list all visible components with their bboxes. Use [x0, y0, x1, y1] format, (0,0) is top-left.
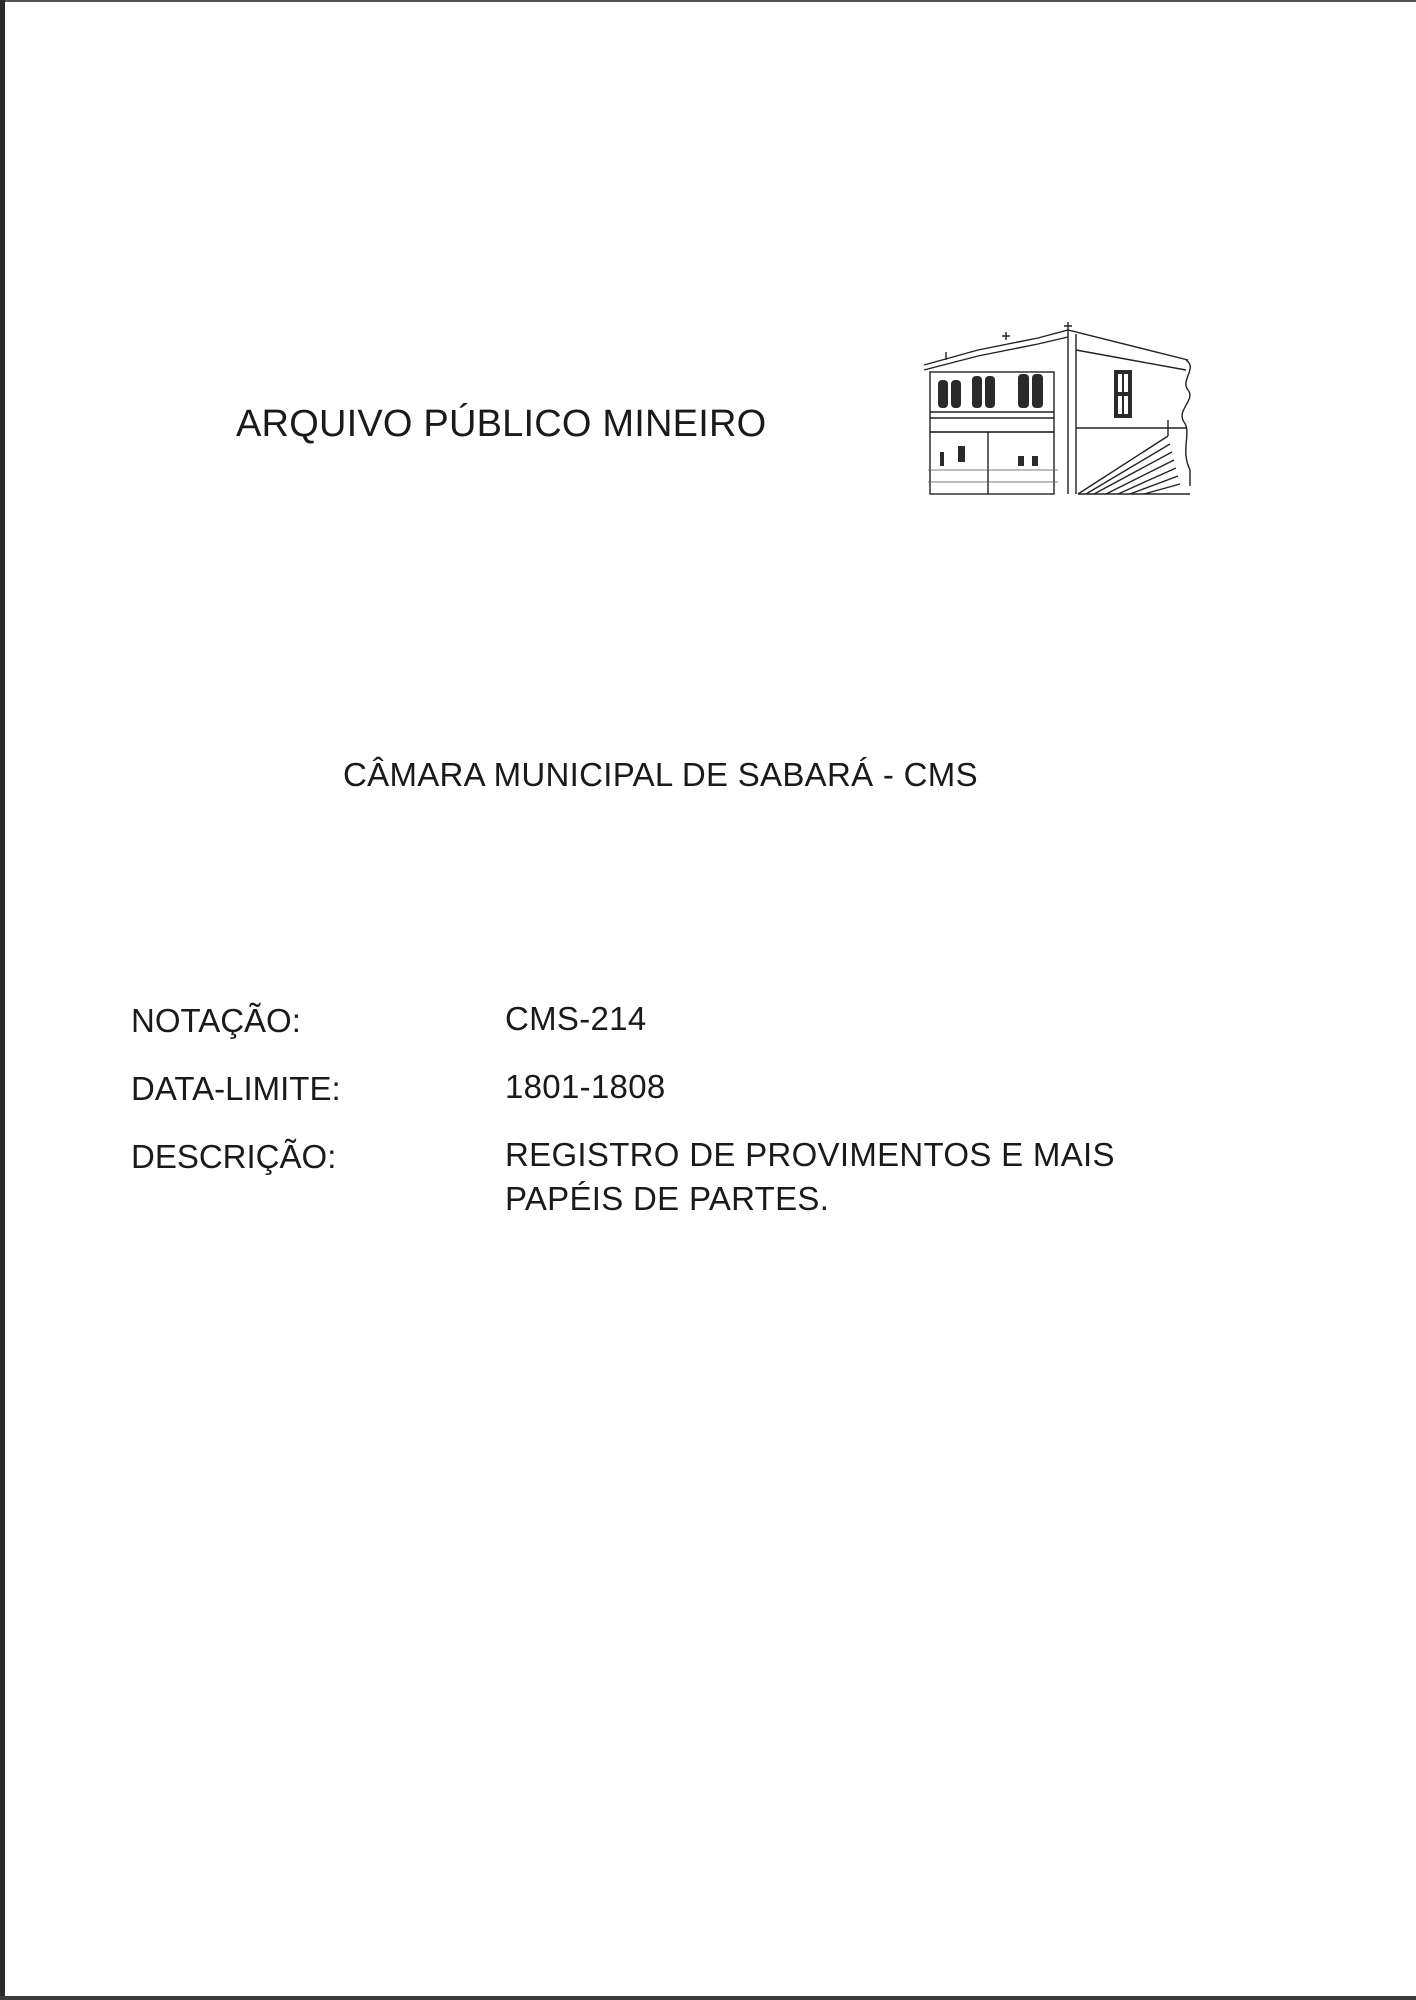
date-limit-value: 1801-1808: [505, 1068, 666, 1105]
notation-label: NOTAÇÃO:: [131, 1002, 301, 1039]
description-label: DESCRIÇÃO:: [131, 1138, 337, 1175]
institution-name: ARQUIVO PÚBLICO MINEIRO: [236, 403, 767, 445]
notation-value: CMS-214: [505, 1000, 647, 1037]
scan-edge-bottom: [0, 1996, 1416, 2000]
fund-title: CÂMARA MUNICIPAL DE SABARÁ - CMS: [343, 756, 978, 793]
scan-edge-left: [0, 0, 5, 2000]
scan-edge-top: [0, 0, 1416, 2]
date-limit-label: DATA-LIMITE:: [131, 1070, 341, 1107]
description-value: REGISTRO DE PROVIMENTOS E MAIS PAPÉIS DE PARTES.: [505, 1136, 1115, 1217]
historic-building-drawing-icon: [918, 310, 1204, 504]
